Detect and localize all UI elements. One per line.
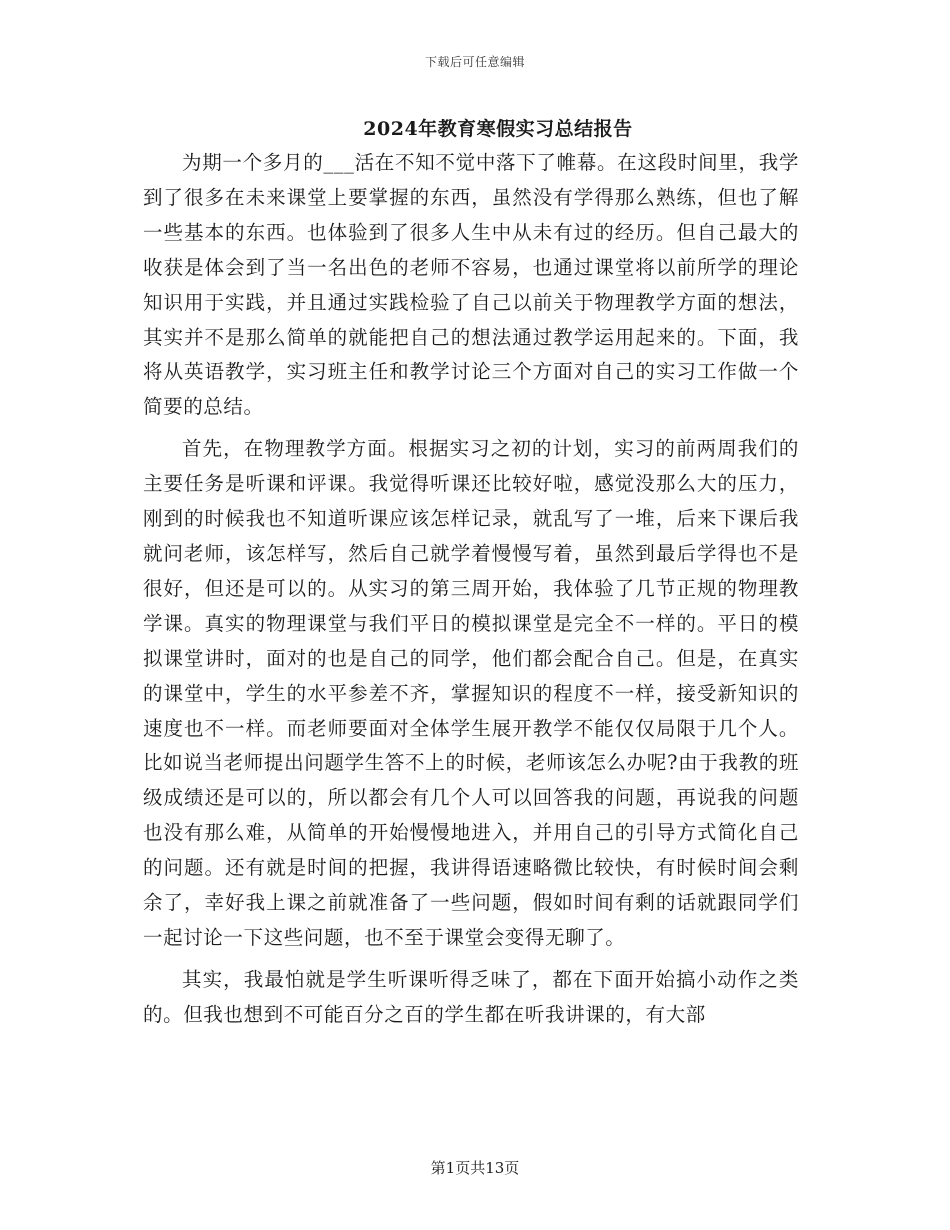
- document-body: [143, 146, 799, 1033]
- paragraph: 首先，在物理教学方面。根据实习之初的计划，实习的前两周我们的主要任务是听课和评课。我觉得听课还比较好啦，感觉没那么大的压力，刚到的时候我也不知道听课应该怎样记录，就乱写了一堆，后来下课后我就问老师，该怎样写，然后自己就学着慢慢写着，虽然到最后学得也不是很好，但还是可以的。从实习的第三周开始，我体验了几节正规的物理教学课。真实的物理课堂与我们平日的模拟课堂是完全不一样的。平日的模拟课堂讲时，面对的也是自己的同学，他们都会配合自己。但是，在真实的课堂中，学生的水平参差不齐，掌握知识的程度不一样，接受新知识的速度也不一样。而老师要面对全体学生展开教学不能仅仅局限于几个人。比如说当老师提出问题学生答不上的时候，老师该怎么办呢?由于我教的班级成绩还是可以的，所以都会有几个人可以回答我的问题，再说我的问题也没有那么难，从简单的开始慢慢地进入，并用自己的引导方式简化自己的问题。还有就是时间的把握，我讲得语速略微比较快，有时候时间会剩余了，幸好我上课之前就准备了一些问题，假如时间有剩的话就跟同学们一起讨论一下这些问题，也不至于课堂会变得无聊了。: [143, 437, 799, 949]
- document-title: 2024年教育寒假实习总结报告: [363, 118, 633, 140]
- page-number-footer: 第1页共13页: [430, 1159, 520, 1177]
- paragraph: 为期一个多月的___活在不知不觉中落下了帷幕。在这段时间里，我学到了很多在未来课堂上要掌握的东西，虽然没有学得那么熟练，但也了解一些基本的东西。也体验到了很多人生中从未有过的经历。但自己最大的收获是体会到了当一名出色的老师不容易，也通过课堂将以前所学的理论知识用于实践，并且通过实践检验了自己以前关于物理教学方面的想法，其实并不是那么简单的就能把自己的想法通过教学运用起来的。下面，我将从英语教学，实习班主任和教学讨论三个方面对自己的实习工作做一个简要的总结。: [143, 151, 799, 419]
- header-note: 下载后可任意编辑: [424, 55, 525, 69]
- paragraph: 其实，我最怕就是学生听课听得乏味了，都在下面开始搞小动作之类的。但我也想到不可能百分之百的学生都在听我讲课的，有大部: [143, 967, 799, 1026]
